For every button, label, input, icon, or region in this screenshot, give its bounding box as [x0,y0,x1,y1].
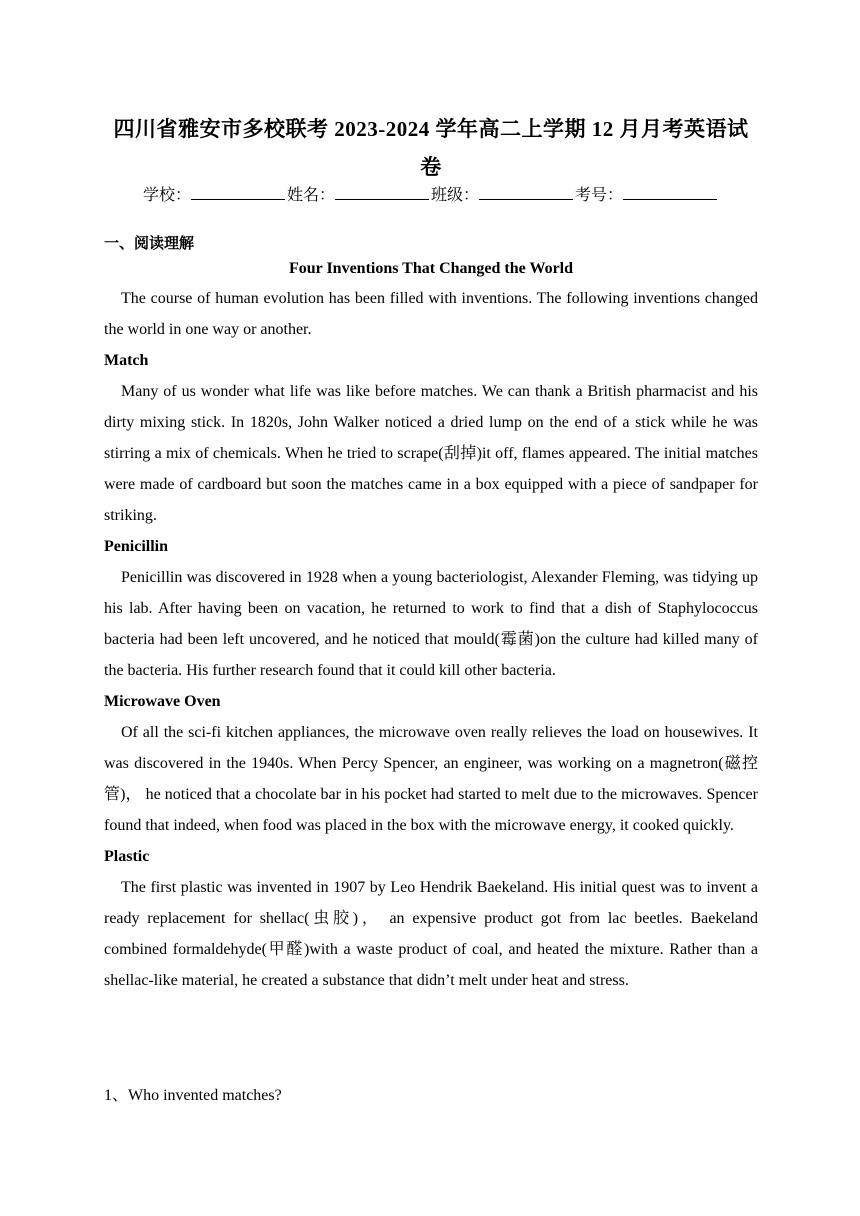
exam-title: 四川省雅安市多校联考 2023-2024 学年高二上学期 12 月月考英语试卷 [113,117,749,179]
intro-paragraph: The course of human evolution has been filled with inventions. The following inventions changed the world in one way or another. [104,290,758,338]
penicillin-heading: Penicillin [104,538,168,555]
school-label: 学校： [142,185,191,204]
class-label: 班级： [431,185,480,204]
class-blank[interactable] [479,182,573,200]
school-blank[interactable] [191,182,285,200]
name-label: 姓名： [286,185,335,204]
section-heading: 一、阅读理解 [104,234,195,252]
plastic-heading: Plastic [104,848,150,865]
microwave-paragraph: Of all the sci-fi kitchen appliances, the microwave oven really relieves the load on housewives. It was discovered in the 1940s. When Percy Spencer, an engineer, was working on a magnetron(磁控管)， he noticed that a chocolate bar in his pocket had started to melt due to the microwaves. Spencer found that indeed, when food was placed in the box with the microwave energy, it cooked quickly. [104,724,758,834]
name-blank[interactable] [335,182,429,200]
microwave-heading: Microwave Oven [104,693,221,710]
exam-number-label: 考号： [575,185,624,204]
plastic-paragraph: The first plastic was invented in 1907 by Leo Hendrik Baekeland. His initial quest was to invent a ready replacement for shellac(虫胶)， an expensive product got from lac beetles. Baekeland combined formaldehyde(甲醛)with a waste product of coal, and heated the mixture. Rather than a shellac-like material, he created a substance that didn’t melt under heat and stress. [104,879,758,989]
passage-title: Four Inventions That Changed the World [288,260,574,277]
match-paragraph: Many of us wonder what life was like before matches. We can thank a British pharmacist and his dirty mixing stick. In 1820s, John Walker noticed a dried lump on the end of a stick while he was stirring a mix of chemicals. When he tried to scrape(刮掉)it off, flames appeared. The initial matches were made of cardboard but soon the matches came in a box equipped with a piece of sandpaper for striking. [104,383,758,524]
match-heading: Match [104,352,149,369]
student-info-line [104,182,758,208]
penicillin-paragraph: Penicillin was discovered in 1928 when a young bacteriologist, Alexander Fleming, was tidying up his lab. After having been on vacation, he returned to work to find that a dish of Staphylococcus bacteria had been left uncovered, and he noticed that mould(霉菌)on the culture had killed many of the bacteria. His further research found that it could kill other bacteria. [104,569,758,679]
question-1: 1、Who invented matches? [104,1087,282,1104]
passage-body [104,283,758,996]
exam-number-blank[interactable] [623,182,717,200]
